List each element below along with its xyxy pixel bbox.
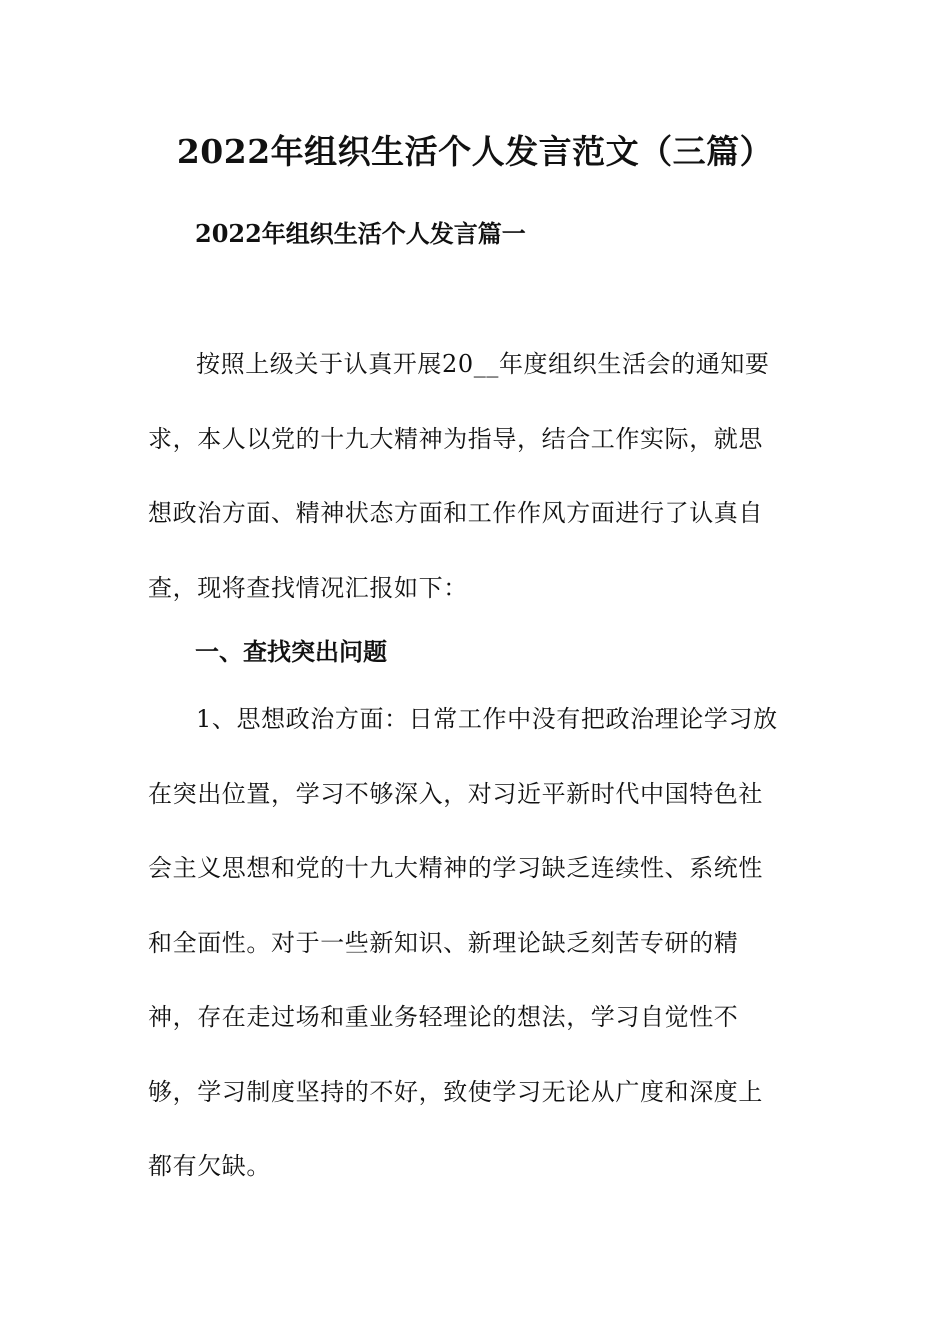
- paragraph-line: 在突出位置，学习不够深入，对习近平新时代中国特色社: [148, 779, 763, 808]
- document-title: 2022年组织生活个人发言范文（三篇）: [176, 132, 774, 171]
- paragraph-line: 神，存在走过场和重业务轻理论的想法，学习自觉性不: [148, 1003, 739, 1031]
- paragraph-line: 和全面性。对于一些新知识、新理论缺乏刻苦专研的精: [148, 928, 739, 957]
- paragraph-line: 想政治方面、精神状态方面和工作作风方面进行了认真自: [148, 499, 763, 527]
- paragraph-line: 1、思想政治方面：日常工作中没有把政治理论学习放: [196, 705, 778, 733]
- paragraph-intro: [148, 327, 808, 625]
- paragraph-line: 都有欠缺。: [148, 1152, 271, 1180]
- paragraph-line: 按照上级关于认真开展20__年度组织生活会的通知要: [196, 350, 770, 378]
- paragraph-line: 求，本人以党的十九大精神为指导，结合工作实际，就思: [148, 424, 763, 453]
- paragraph-line: 够，学习制度坚持的不好，致使学习无论从广度和深度上: [148, 1077, 763, 1106]
- paragraph-political: [148, 682, 808, 1204]
- paragraph-line: 会主义思想和党的十九大精神的学习缺乏连续性、系统性: [148, 854, 763, 882]
- section-heading: 一、查找突出问题: [195, 637, 387, 666]
- document-subtitle: 2022年组织生活个人发言篇一: [195, 219, 526, 248]
- paragraph-line: 查，现将查找情况汇报如下：: [148, 573, 468, 602]
